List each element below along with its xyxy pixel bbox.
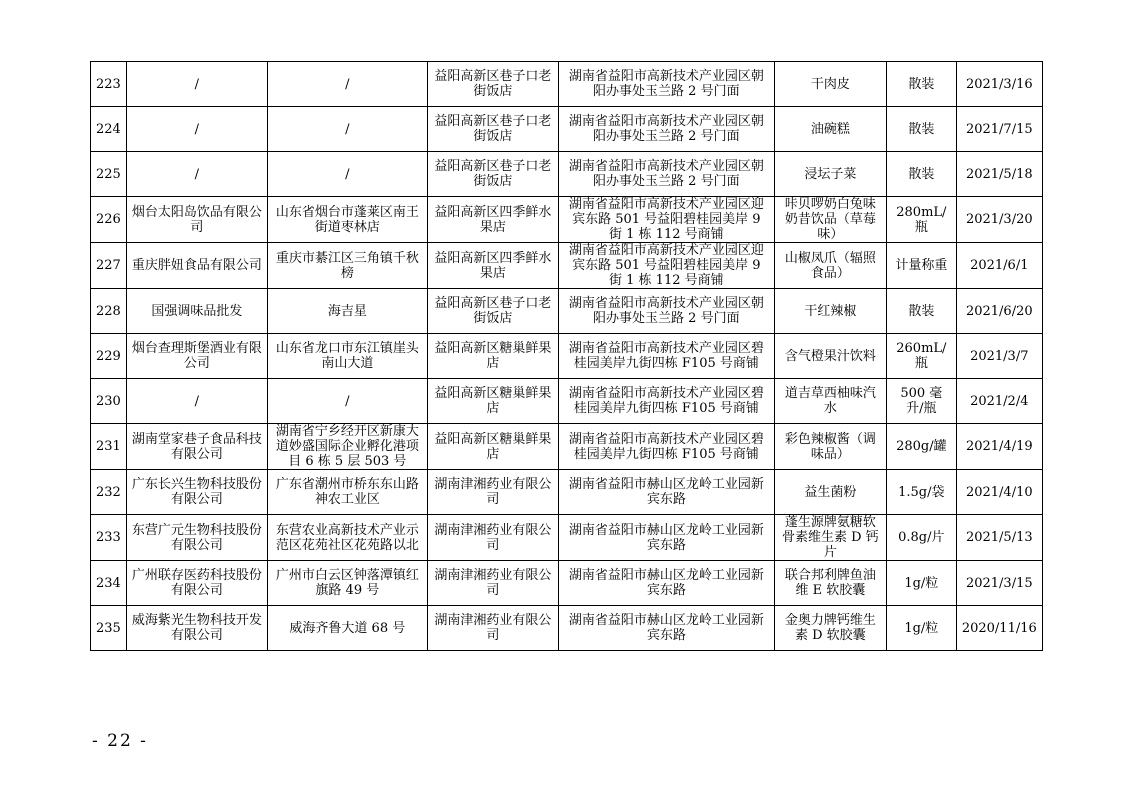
- cell-date: 2021/3/15: [956, 561, 1042, 606]
- cell-no: 234: [91, 561, 127, 606]
- cell-date: 2021/3/7: [956, 334, 1042, 379]
- cell-producer: /: [126, 62, 267, 107]
- cell-date: 2021/2/4: [956, 379, 1042, 424]
- cell-seller: 湖南津湘药业有限公司: [427, 561, 558, 606]
- table-row: [91, 515, 1043, 561]
- cell-no: 233: [91, 515, 127, 561]
- cell-product: 含气橙果汁饮料: [774, 334, 886, 379]
- table-row: [91, 243, 1043, 289]
- cell-producer-address: 山东省龙口市东江镇崖头南山大道: [267, 334, 427, 379]
- cell-date: 2021/3/20: [956, 197, 1042, 243]
- table-row: [91, 62, 1043, 107]
- cell-producer: 广东长兴生物科技股份有限公司: [126, 470, 267, 515]
- cell-no: 235: [91, 606, 127, 651]
- cell-producer-address: 广东省潮州市桥东东山路神农工业区: [267, 470, 427, 515]
- cell-seller-address: 湖南省益阳市高新技术产业园区碧桂园美岸九街四栋 F105 号商铺: [558, 424, 774, 470]
- table-row: [91, 289, 1043, 334]
- cell-producer: /: [126, 152, 267, 197]
- cell-date: 2021/4/10: [956, 470, 1042, 515]
- cell-date: 2021/4/19: [956, 424, 1042, 470]
- cell-producer-address: 海吉星: [267, 289, 427, 334]
- cell-product: 蓬生源牌氨糖软骨素维生素 D 钙片: [774, 515, 886, 561]
- cell-no: 229: [91, 334, 127, 379]
- cell-seller: 益阳高新区巷子口老街饭店: [427, 152, 558, 197]
- cell-spec: 260mL/瓶: [886, 334, 956, 379]
- cell-spec: 500 毫升/瓶: [886, 379, 956, 424]
- table-row: [91, 379, 1043, 424]
- cell-producer-address: /: [267, 107, 427, 152]
- cell-no: 224: [91, 107, 127, 152]
- cell-producer: 烟台太阳岛饮品有限公司: [126, 197, 267, 243]
- cell-no: 223: [91, 62, 127, 107]
- cell-no: 231: [91, 424, 127, 470]
- cell-spec: 280g/罐: [886, 424, 956, 470]
- cell-producer: 烟台查理斯堡酒业有限公司: [126, 334, 267, 379]
- table-row: [91, 152, 1043, 197]
- cell-spec: 280mL/瓶: [886, 197, 956, 243]
- cell-date: 2021/6/20: [956, 289, 1042, 334]
- page-number: - 22 -: [92, 731, 148, 751]
- cell-producer: /: [126, 379, 267, 424]
- cell-seller: 益阳高新区巷子口老街饭店: [427, 62, 558, 107]
- cell-producer: 威海紫光生物科技开发有限公司: [126, 606, 267, 651]
- cell-seller-address: 湖南省益阳市高新技术产业园区朝阳办事处玉兰路 2 号门面: [558, 289, 774, 334]
- cell-product: 金奥力牌钙维生素 D 软胶囊: [774, 606, 886, 651]
- cell-spec: 散装: [886, 152, 956, 197]
- cell-date: 2021/5/18: [956, 152, 1042, 197]
- cell-product: 咔贝啰奶白兔味奶昔饮品（草莓味）: [774, 197, 886, 243]
- cell-producer-address: /: [267, 62, 427, 107]
- cell-producer-address: 山东省烟台市蓬莱区南王街道枣林店: [267, 197, 427, 243]
- cell-no: 226: [91, 197, 127, 243]
- cell-seller-address: 湖南省益阳市高新技术产业园区碧桂园美岸九街四栋 F105 号商铺: [558, 379, 774, 424]
- cell-seller-address: 湖南省益阳市高新技术产业园区碧桂园美岸九街四栋 F105 号商铺: [558, 334, 774, 379]
- cell-spec: 0.8g/片: [886, 515, 956, 561]
- cell-product: 油碗糕: [774, 107, 886, 152]
- cell-producer: 东营广元生物科技股份有限公司: [126, 515, 267, 561]
- table-row: [91, 107, 1043, 152]
- cell-spec: 1g/粒: [886, 561, 956, 606]
- cell-producer: 国强调味品批发: [126, 289, 267, 334]
- cell-product: 干肉皮: [774, 62, 886, 107]
- cell-seller-address: 湖南省益阳市赫山区龙岭工业园新宾东路: [558, 561, 774, 606]
- cell-seller-address: 湖南省益阳市高新技术产业园区朝阳办事处玉兰路 2 号门面: [558, 152, 774, 197]
- cell-date: 2021/5/13: [956, 515, 1042, 561]
- cell-spec: 计量称重: [886, 243, 956, 289]
- cell-date: 2021/7/15: [956, 107, 1042, 152]
- cell-seller-address: 湖南省益阳市高新技术产业园区迎宾东路 501 号益阳碧桂园美岸 9 街 1 栋 112 号商铺: [558, 197, 774, 243]
- cell-spec: 1.5g/袋: [886, 470, 956, 515]
- cell-product: 山椒凤爪（辐照食品）: [774, 243, 886, 289]
- cell-seller-address: 湖南省益阳市赫山区龙岭工业园新宾东路: [558, 470, 774, 515]
- cell-seller-address: 湖南省益阳市赫山区龙岭工业园新宾东路: [558, 606, 774, 651]
- cell-no: 228: [91, 289, 127, 334]
- cell-seller: 益阳高新区四季鲜水果店: [427, 243, 558, 289]
- cell-seller-address: 湖南省益阳市高新技术产业园区朝阳办事处玉兰路 2 号门面: [558, 62, 774, 107]
- cell-product: 益生菌粉: [774, 470, 886, 515]
- cell-no: 227: [91, 243, 127, 289]
- cell-product: 干红辣椒: [774, 289, 886, 334]
- cell-date: 2021/6/1: [956, 243, 1042, 289]
- cell-product: 道吉草西柚味汽水: [774, 379, 886, 424]
- table-body: [91, 62, 1043, 651]
- cell-producer: 广州联存医药科技股份有限公司: [126, 561, 267, 606]
- cell-seller-address: 湖南省益阳市赫山区龙岭工业园新宾东路: [558, 515, 774, 561]
- cell-seller: 湖南津湘药业有限公司: [427, 606, 558, 651]
- product-table: [90, 61, 1043, 651]
- table-row: [91, 561, 1043, 606]
- table-row: [91, 197, 1043, 243]
- cell-seller: 湖南津湘药业有限公司: [427, 515, 558, 561]
- cell-seller: 益阳高新区巷子口老街饭店: [427, 289, 558, 334]
- cell-seller: 湖南津湘药业有限公司: [427, 470, 558, 515]
- cell-seller: 益阳高新区糖巢鲜果店: [427, 334, 558, 379]
- cell-seller: 益阳高新区糖巢鲜果店: [427, 379, 558, 424]
- cell-seller: 益阳高新区四季鲜水果店: [427, 197, 558, 243]
- cell-product: 彩色辣椒酱（调味品）: [774, 424, 886, 470]
- table-row: [91, 424, 1043, 470]
- cell-no: 232: [91, 470, 127, 515]
- cell-date: 2020/11/16: [956, 606, 1042, 651]
- cell-producer: /: [126, 107, 267, 152]
- cell-seller: 益阳高新区巷子口老街饭店: [427, 107, 558, 152]
- cell-producer: 重庆胖妞食品有限公司: [126, 243, 267, 289]
- cell-seller-address: 湖南省益阳市高新技术产业园区迎宾东路 501 号益阳碧桂园美岸 9 街 1 栋 112 号商铺: [558, 243, 774, 289]
- table-row: [91, 470, 1043, 515]
- cell-spec: 散装: [886, 289, 956, 334]
- cell-spec: 散装: [886, 107, 956, 152]
- cell-producer-address: 东营农业高新技术产业示范区花苑社区花苑路以北: [267, 515, 427, 561]
- table-row: [91, 334, 1043, 379]
- cell-product: 联合邦利牌鱼油维 E 软胶囊: [774, 561, 886, 606]
- cell-producer-address: /: [267, 152, 427, 197]
- table-row: [91, 606, 1043, 651]
- cell-producer-address: 湖南省宁乡经开区新康大道妙盛国际企业孵化港项目 6 栋 5 层 503 号: [267, 424, 427, 470]
- cell-producer-address: 广州市白云区钟落潭镇红旗路 49 号: [267, 561, 427, 606]
- cell-no: 230: [91, 379, 127, 424]
- cell-producer-address: 威海齐鲁大道 68 号: [267, 606, 427, 651]
- cell-producer-address: 重庆市綦江区三角镇千秋榜: [267, 243, 427, 289]
- cell-spec: 散装: [886, 62, 956, 107]
- cell-producer: 湖南堂家巷子食品科技有限公司: [126, 424, 267, 470]
- cell-spec: 1g/粒: [886, 606, 956, 651]
- cell-no: 225: [91, 152, 127, 197]
- cell-seller-address: 湖南省益阳市高新技术产业园区朝阳办事处玉兰路 2 号门面: [558, 107, 774, 152]
- cell-product: 浸坛子菜: [774, 152, 886, 197]
- cell-producer-address: /: [267, 379, 427, 424]
- cell-date: 2021/3/16: [956, 62, 1042, 107]
- cell-seller: 益阳高新区糖巢鲜果店: [427, 424, 558, 470]
